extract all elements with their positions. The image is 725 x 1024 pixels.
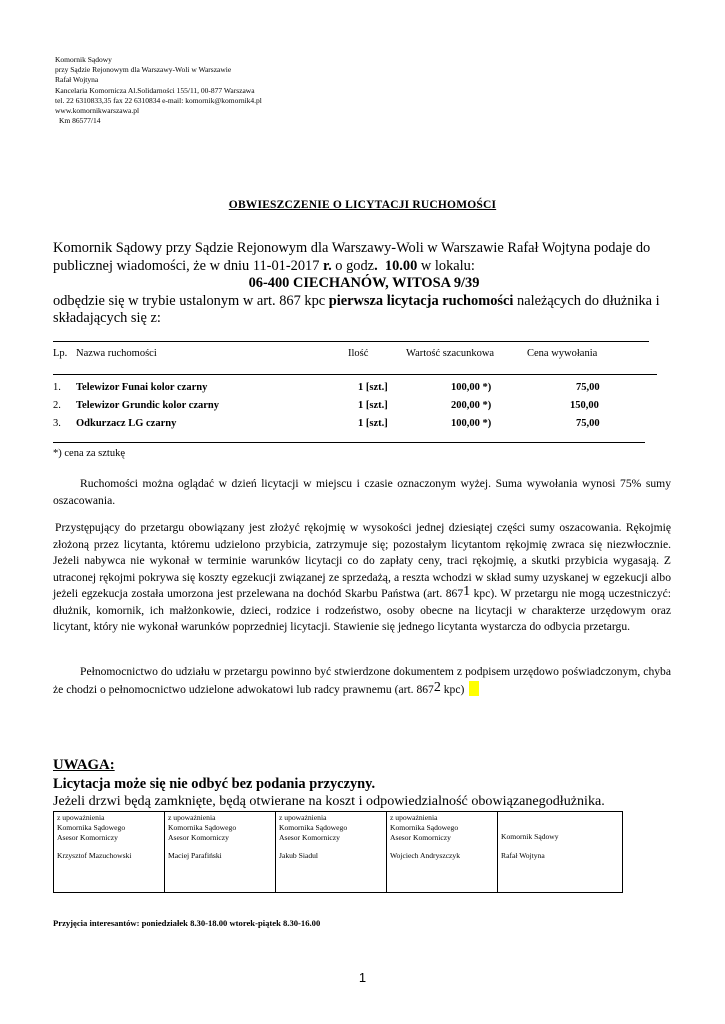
row-value: 200,00 *) xyxy=(451,400,492,411)
intro-mode-end: należących do dłużnika i składających się z: xyxy=(53,292,660,327)
row-name: Odkurzacz LG czarny xyxy=(76,418,177,429)
signature-authorization: z upoważnienia xyxy=(57,813,105,822)
letterhead-line: www.komornikwarszawa.pl xyxy=(55,106,140,116)
intro-mode-text: odbędzie się w trybie ustalonym w art. 867 kpc xyxy=(53,292,329,309)
signature-name: Jakub Siadul xyxy=(279,851,319,861)
letterhead-line: Rafał Wojtyna xyxy=(55,75,99,85)
signature-office: Komornika Sądowego xyxy=(57,822,126,832)
warning-line-1: Licytacja może się nie odbyć bez podania przyczyny. xyxy=(53,776,376,792)
row-qty: 1 [szt.] xyxy=(358,418,388,429)
office-hours: Przyjęcia interesantów: poniedziałek 8.30-18.00 wtorek-piątek 8.30-16.00 xyxy=(53,918,321,928)
table-top-rule xyxy=(53,341,649,342)
intro-auction-type: pierwsza licytacja ruchomości xyxy=(328,292,514,309)
header-value: Wartość szacunkowa xyxy=(406,348,495,359)
auction-address xyxy=(53,275,675,293)
signature-name: Maciej Parafiński xyxy=(168,851,222,861)
row-qty: 1 [szt.] xyxy=(358,400,388,411)
row-lp: 3. xyxy=(53,418,61,429)
deposit-paragraph xyxy=(53,520,671,636)
intro-text: Komornik Sądowy przy Sądzie Rejonowym dla Warszawy-Woli w Warszawie Rafał Wojtyna podaje do publicznej wiadomości, że w dniu 11-01-2017 xyxy=(53,240,651,274)
letterhead-line: tel. 22 6310833,35 fax 22 6310834 e-mail: komornik@komornik4.pl xyxy=(55,95,262,105)
signature-cell xyxy=(165,812,276,893)
table-row xyxy=(53,382,61,393)
address-street: , WITOSA 9/39 xyxy=(385,275,480,292)
signature-authorization: z upoważnienia xyxy=(390,813,438,822)
highlight-mark xyxy=(469,681,479,696)
signature-role: Asesor Komorniczy xyxy=(279,832,340,842)
viewing-paragraph xyxy=(53,476,671,509)
deposit-text-a: Przystępujący do przetargu obowiązany jest złożyć rękojmię w wysokości jednej dziesiątej części sumy oszacowania. Rękojmię złożoną przez licytanta, któremu udzielono przybicia, zatrzymuje się; pozostałym licytantom rękojmię zwraca się niezwłocznie. Jeżeli nabywca nie wykonał w terminie warunków licytacji co do zapłaty ceny, traci rękojmię, a skutki przybicia wygasają. Z utraconej rękojmi pokrywa się koszty egzekucji związanej ze sprzedażą, a reszta wchodzi w skład sumy uzyskanej w egzekucji albo jeżeli egzekucja została umorzona jest przelewana na dochód Skarbu Państwa (art. 867 xyxy=(53,521,671,600)
table-header-rule xyxy=(53,374,657,375)
row-name: Telewizor Grundic kolor czarny xyxy=(76,400,220,411)
table-row xyxy=(53,400,61,411)
row-price: 150,00 xyxy=(570,400,599,411)
row-lp: 2. xyxy=(53,400,61,411)
signature-row xyxy=(54,812,623,893)
signature-title: Komornik Sądowy xyxy=(501,832,559,841)
row-qty: 1 [szt.] xyxy=(358,382,388,393)
document-title: OBWIESZCZENIE O LICYTACJI RUCHOMOŚCI xyxy=(228,199,497,211)
row-price: 75,00 xyxy=(576,382,600,393)
row-price: 75,00 xyxy=(576,418,600,429)
address-city: 06-400 CIECHANÓW xyxy=(248,275,386,292)
row-lp: 1. xyxy=(53,382,61,393)
letterhead-line: Kancelaria Komornicza Al.Solidarności 155/11, 00-877 Warszawa xyxy=(55,85,255,95)
signature-cell xyxy=(54,812,165,893)
signature-name: Rafał Wojtyna xyxy=(501,850,545,860)
proxy-text-b: kpc) xyxy=(440,682,465,696)
article-superscript: 1 xyxy=(463,584,471,599)
deposit-text-b: kpc). W przetargu nie mogą uczestniczyć: dłużnik, komornik, ich małżonkowie, dzieci, rodzice i rodzeństwo, osoby obecne na licytacji w charakterze urzędowym oraz licytant, który nie wykonał warunków poprzedniej licytacji. Stawienie się jednego licytanta wystarcza do odbycia przetargu. xyxy=(53,587,671,633)
letterhead-line: Komornik Sądowy xyxy=(55,55,112,64)
signature-cell xyxy=(387,812,498,893)
letterhead-line: przy Sądzie Rejonowym dla Warszawy-Woli w Warszawie xyxy=(55,65,232,75)
proxy-text xyxy=(53,664,671,698)
header-name: Nazwa ruchomości xyxy=(76,348,157,359)
row-value: 100,00 *) xyxy=(451,418,492,429)
header-qty: Ilość xyxy=(348,348,369,359)
table-row xyxy=(53,418,61,429)
intro-location-label: w lokalu: xyxy=(417,257,475,274)
signature-office: Komornika Sądowego xyxy=(390,822,459,832)
signature-cell xyxy=(276,812,387,893)
intro-line xyxy=(53,240,675,275)
intro-section xyxy=(53,240,675,328)
proxy-paragraph xyxy=(53,664,671,698)
signature-cell-bailiff xyxy=(498,812,623,893)
signature-name: Krzysztof Mazuchowski xyxy=(57,851,132,861)
deposit-text xyxy=(53,520,671,636)
header-lp: Lp. xyxy=(53,348,68,359)
article-superscript: 2 xyxy=(433,679,441,695)
warning-heading: UWAGA: xyxy=(53,757,115,773)
price-footnote: *) cena za sztukę xyxy=(53,448,125,459)
header-price: Cena wywołania xyxy=(527,348,598,359)
signature-table xyxy=(53,811,623,893)
signature-authorization: z upoważnienia xyxy=(279,813,327,822)
intro-year-suffix: r. xyxy=(323,257,332,274)
table-bottom-rule xyxy=(53,442,645,443)
intro-hour-dot: . xyxy=(374,257,378,274)
viewing-text: Ruchomości można oglądać w dzień licytacji w miejscu i czasie oznaczonym wyżej. Suma wywołania wynosi 75% sumy oszacowania. xyxy=(53,477,671,507)
row-value: 100,00 *) xyxy=(451,382,492,393)
letterhead xyxy=(55,55,262,126)
case-number: Km 86577/14 xyxy=(59,116,101,126)
page-number: 1 xyxy=(358,970,367,985)
proxy-text-a: Pełnomocnictwo do udziału w przetargu powinno być stwierdzone dokumentem z podpisem urzędowo poświadczonym, chyba że chodzi o pełnomocnictwo udzielone adwokatowi lub radcy prawnemu (art. 867 xyxy=(53,665,671,696)
signature-role: Asesor Komorniczy xyxy=(168,832,229,842)
row-name: Telewizor Funai kolor czarny xyxy=(76,382,208,393)
signature-office: Komornika Sądowego xyxy=(279,822,348,832)
auction-time: 10.00 xyxy=(384,257,418,274)
signature-authorization: z upoważnienia xyxy=(168,813,216,822)
intro-mode xyxy=(53,293,675,328)
signature-name: Wojciech Andryszczyk xyxy=(390,851,461,861)
signature-role: Asesor Komorniczy xyxy=(57,832,118,842)
signature-role: Asesor Komorniczy xyxy=(390,832,451,842)
intro-hour-label: o godz xyxy=(331,257,375,274)
warning-line-2: Jeżeli drzwi będą zamknięte, będą otwierane na koszt i odpowiedzialność obowiązanegodłużnika. xyxy=(53,793,605,809)
signature-office: Komornika Sądowego xyxy=(168,822,237,832)
